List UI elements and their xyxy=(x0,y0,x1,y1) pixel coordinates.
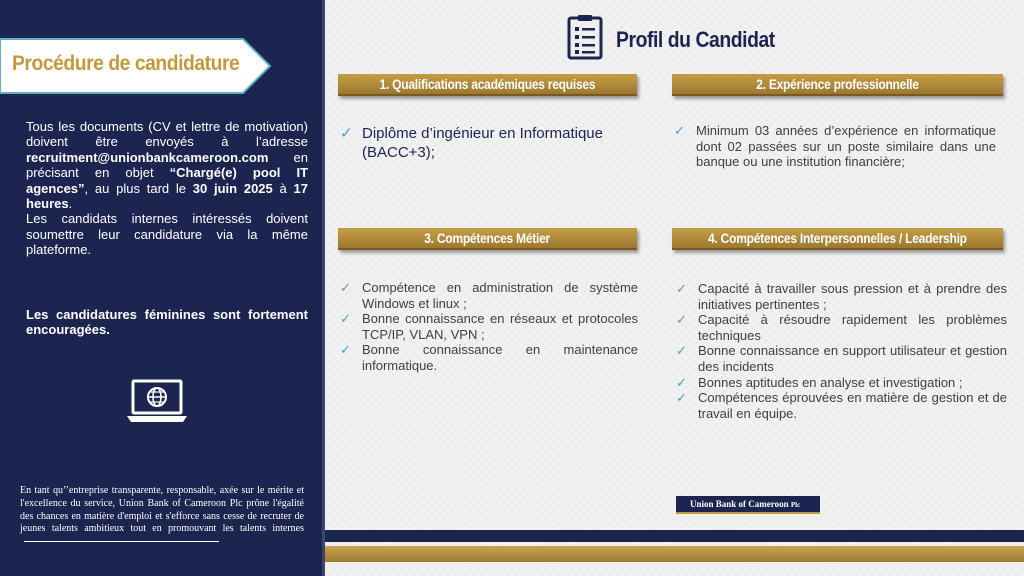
list-item-text: Capacité à résoudre rapidement les problèmes techniques xyxy=(698,312,1007,343)
list-item xyxy=(338,124,643,162)
list-item xyxy=(674,343,1007,374)
section-qualifications-header xyxy=(338,74,637,96)
check-icon: ✓ xyxy=(676,312,687,328)
union-bank-logo xyxy=(676,496,820,514)
list-item-text: Compétence en administration de système Windows et linux ; xyxy=(362,280,638,311)
list-item xyxy=(338,342,638,373)
deadline-prefix: , au plus tard le xyxy=(84,180,193,196)
list-item xyxy=(338,311,638,342)
check-icon: ✓ xyxy=(340,311,351,327)
section-interpersonal-skills-title: 4. Compétences Interpersonnelles / Leadership xyxy=(708,230,967,246)
footer-navy-band xyxy=(325,530,1024,542)
list-item xyxy=(674,312,1007,343)
interpersonal-skills-list xyxy=(674,281,1007,421)
feminine-encouragement: Les candidatures féminines sont fortement encouragées. xyxy=(26,307,308,338)
list-item xyxy=(672,123,996,170)
section-experience-header xyxy=(672,74,1003,96)
list-item-text: Diplôme d’ingénieur en Informatique (BACC+3); xyxy=(362,125,603,161)
deadline-mid: à xyxy=(272,180,294,196)
section-business-skills-header xyxy=(338,228,637,250)
experience-list xyxy=(672,123,996,170)
list-item xyxy=(674,390,1007,421)
section-qualifications-title: 1. Qualifications académiques requises xyxy=(379,76,596,92)
list-item-text: Bonne connaissance en réseaux et protocoles TCP/IP, VLAN, VPN ; xyxy=(362,311,638,342)
procedure-title-arrow xyxy=(0,38,270,94)
check-icon: ✓ xyxy=(674,123,685,138)
list-item xyxy=(338,280,638,311)
deadline-end: . xyxy=(68,196,73,212)
list-item xyxy=(674,281,1007,312)
deadline-date: 30 juin 2025 xyxy=(192,180,273,196)
section-interpersonal-skills-header xyxy=(672,228,1003,250)
subject-prefix: en précisant en objet xyxy=(26,149,308,181)
equal-opportunity-statement xyxy=(20,485,304,549)
qualifications-list xyxy=(338,124,643,162)
application-instructions xyxy=(26,119,308,258)
instructions-intro: Tous les documents (CV et lettre de motivation) doivent être envoyés à l’adresse xyxy=(26,119,308,150)
deadline-time: 17 heures xyxy=(26,180,308,212)
list-item-text: Capacité à travailler sous pression et à prendre des initiatives pertinentes ; xyxy=(698,281,1007,312)
check-icon: ✓ xyxy=(676,281,687,296)
check-icon: ✓ xyxy=(340,342,351,358)
check-icon: ✓ xyxy=(340,280,351,295)
equal-opportunity-text: En tant qu’’entreprise transparente, responsable, axée sur le mérite et l'excellence du service, Union Bank of Cameroon Plc prône l'égalité des chances en matière d'emploi et s'efforce sans cesse de recruter de jeunes talents ambitieux tout en promouvant les talents internes xyxy=(20,485,304,535)
divider-line xyxy=(24,541,219,542)
footer-gold-band xyxy=(325,546,1024,562)
internal-candidates-note: Les candidats internes intéressés doivent soumettre leur candidature via la même plateforme. xyxy=(26,211,308,258)
list-item-text: Bonnes aptitudes en analyse et investigation ; xyxy=(698,374,963,390)
section-experience-title: 2. Expérience professionnelle xyxy=(756,76,919,92)
application-procedure-panel xyxy=(0,0,325,576)
logo-name: Union Bank of Cameroon xyxy=(690,499,789,509)
list-item-text: Bonne connaissance en maintenance informatique. xyxy=(362,342,638,373)
recruitment-email: recruitment@unionbankcameroon.com xyxy=(26,149,269,165)
business-skills-list xyxy=(338,280,638,374)
laptop-globe-icon xyxy=(125,378,189,431)
list-item-text: Compétences éprouvées en matière de gestion et de travail en équipe. xyxy=(698,390,1007,421)
list-item xyxy=(674,375,1007,391)
checklist-clipboard-icon xyxy=(567,14,603,65)
profile-title: Profil du Candidat xyxy=(616,27,775,52)
section-business-skills-title: 3. Compétences Métier xyxy=(424,230,551,246)
check-icon: ✓ xyxy=(340,125,353,142)
check-icon: ✓ xyxy=(676,343,687,359)
check-icon: ✓ xyxy=(676,374,687,390)
list-item-text: Bonne connaissance en support utilisateur et gestion des incidents xyxy=(698,343,1007,374)
list-item-text: Minimum 03 années d’expérience en informatique dont 02 passées sur un poste similaire dans une banque ou une institution financière; xyxy=(696,123,996,170)
check-icon: ✓ xyxy=(676,390,687,406)
logo-suffix: Plc xyxy=(790,501,801,509)
job-subject: “Chargé(e) pool IT agences” xyxy=(26,165,309,196)
procedure-title: Procédure de candidature xyxy=(12,52,240,75)
